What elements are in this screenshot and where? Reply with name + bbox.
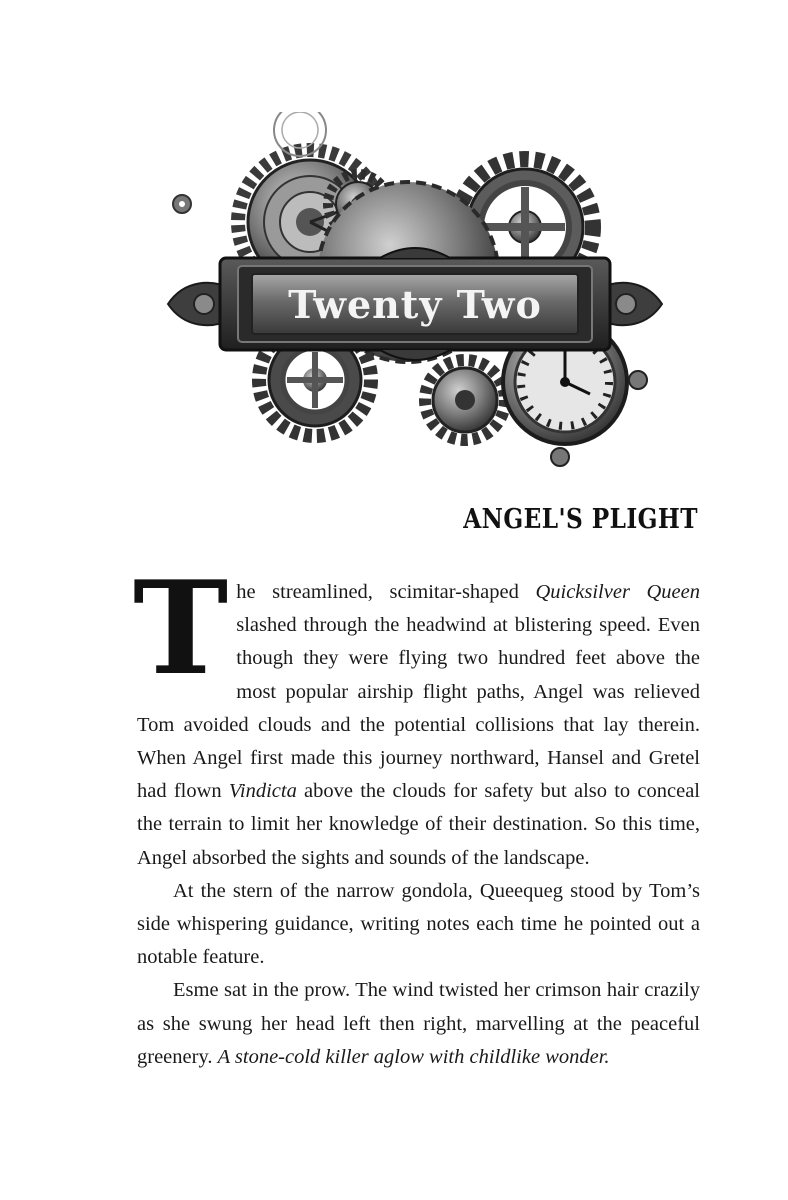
p3-segment: A stone-cold killer aglow with childlike wonder. (217, 1045, 610, 1068)
chapter-title: ANGEL'S PLIGHT (463, 504, 698, 535)
p1-segment: Vindicta (228, 780, 297, 803)
bottom-small-gear-icon (425, 360, 505, 440)
p1-segment: slashed through the headwind at blistering speed. Even though they were flying two hundred feet above the most popular airship flight paths, Angel was relieved Tom avoided clouds and the potential collisions that lay therein. When Angel first made this journey northward, Hansel and Gretel had flown (137, 614, 700, 803)
chapter-number: Twenty Two (288, 282, 542, 327)
p2-segment: At the stern of the narrow gondola, Queequeg stood by Tom’s side whispering guidance, writing notes each time he pointed out a notable feature. (137, 879, 700, 969)
paragraph-1 (133, 554, 700, 875)
chapter-number-plaque (220, 248, 610, 360)
p3-segment: Esme sat in the prow. The wind twisted her crimson hair crazily as she swung her head left then right, marvelling at the peaceful greenery. (137, 979, 700, 1068)
chapter-body (133, 554, 700, 1074)
p1-segment: he streamlined, scimitar-shaped (236, 581, 536, 603)
chapter-heading-emblem (160, 112, 670, 474)
p1-segment: Quicksilver Queen (535, 581, 700, 603)
paragraph-2 (137, 875, 700, 975)
paragraph-3 (137, 974, 700, 1074)
drop-cap: T (133, 554, 229, 704)
p1-segment: above the clouds for safety but also to conceal the terrain to limit her knowledge of their destination. So this time, Angel absorbed the sights and sounds of the landscape. (137, 780, 700, 869)
